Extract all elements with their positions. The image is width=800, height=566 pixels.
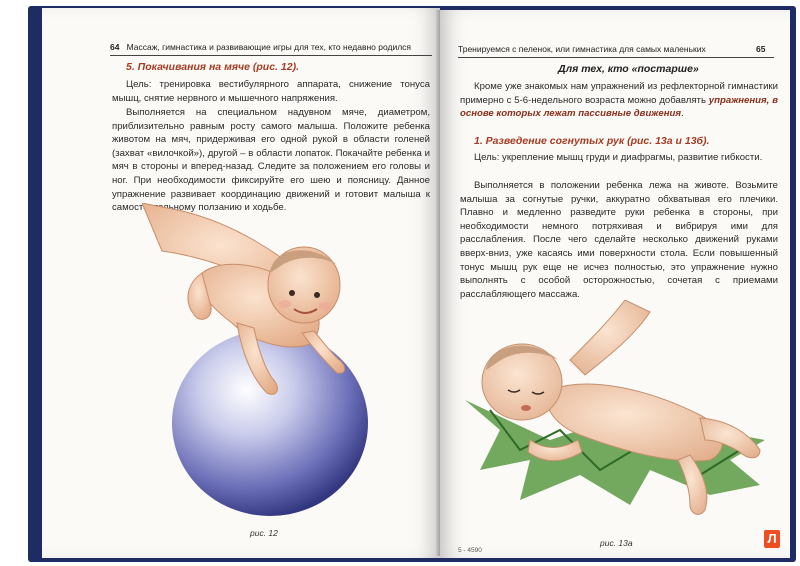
right-running-title: Тренируемся с пеленок, или гимнастика для самых маленьких (458, 44, 706, 54)
left-goal-paragraph: Цель: тренировка вестибулярного аппарата, снижение тонуса мышц, снятие нервного и мышечного напряжения. (112, 79, 430, 104)
left-body-paragraph: Выполняется на специальном надувном мяче, диаметром, приблизительно равным росту самого малыша. Положите ребенка животом на мяч, придерживая его одной рукой в области голеней (захват «вилочкой»), другой – в области лопаток. Покачайте ребенка и мяч в стороны и вперед-назад. Следите за положением его головы и ног. При необходимости фиксируйте его шею и поясницу. Данное упражнение развивает координацию движений и готовит малыша к самостоятельному ползанию и ходьбе. (112, 107, 430, 214)
left-page (42, 8, 440, 558)
figure-13a-caption: рис. 13а (600, 538, 633, 548)
figure-13a-illustration (460, 300, 770, 530)
figure-12-illustration (142, 203, 402, 523)
right-exercise-heading: 1. Разведение согнутых рук (рис. 13а и 13б). (474, 135, 710, 147)
left-header-rule (110, 55, 432, 56)
right-intro-paragraph (460, 80, 778, 121)
left-running-title: Массаж, гимнастика и развивающие игры для тех, кто недавно родился (126, 42, 412, 52)
right-body-paragraph: Выполняется в положении ребенка лежа на животе. Возьмите малыша за согнутые ручки, аккуратно обхватывая его плечики. Плавно и медленно разведите руки ребенка в стороны, при необходимости немного потряхивая и вибрируя ими для расслабления. После чего сделайте несколько движений руками вверх-вниз, уже касаясь ими поверхности стола. Если повышенный тонус мышц рук еще не исчез полностью, это упражнение нужно выполнять с особой осторожностью, сочетая с приемами расслабляющего массажа. (460, 180, 778, 300)
watermark-logo: Л (764, 530, 780, 548)
left-running-header (110, 42, 411, 52)
right-header-rule (458, 57, 774, 58)
right-section-heading: Для тех, кто «постарше» (558, 63, 699, 75)
figure-12-caption: рис. 12 (250, 528, 278, 538)
intro-end-text: . (681, 108, 684, 120)
left-section-heading: 5. Покачивания на мяче (рис. 12). (126, 61, 299, 73)
right-page (440, 10, 790, 558)
right-page-number: 65 (756, 44, 766, 54)
left-page-number: 64 (110, 42, 120, 52)
right-running-header (458, 44, 706, 54)
intro-plain-text: Кроме уже знакомых нам упражнений из рефлекторной гимнастики примерно с 5-6-недельного возраста можно добавлять (460, 81, 778, 106)
signature-footnote: 5 - 4590 (458, 547, 482, 554)
intro-emphasis-text: упражнения, в основе которых лежат пассивные движения (460, 94, 778, 120)
right-goal-paragraph: Цель: укрепление мышц груди и диафрагмы, развитие гибкости. (474, 152, 763, 163)
